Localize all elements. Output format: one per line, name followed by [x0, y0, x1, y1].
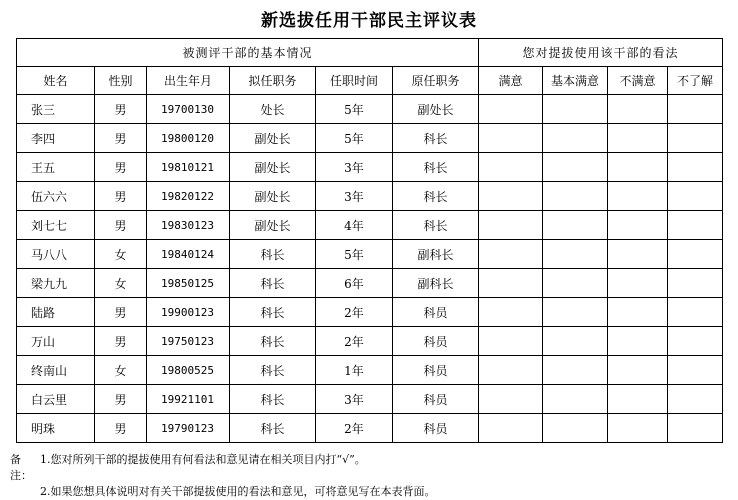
table-row — [17, 211, 723, 240]
cell-tenure: 1年 — [316, 356, 393, 385]
cell-name: 伍六六 — [17, 182, 95, 211]
cell-tenure: 5年 — [316, 240, 393, 269]
checkbox-cell-basically-satisfied[interactable] — [543, 95, 608, 124]
checkbox-cell-satisfied[interactable] — [479, 153, 543, 182]
cell-birth: 19820122 — [147, 182, 230, 211]
cell-proposed-post: 科长 — [230, 414, 316, 443]
checkbox-cell-satisfied[interactable] — [479, 95, 543, 124]
checkbox-cell-satisfied[interactable] — [479, 385, 543, 414]
cell-birth: 19921101 — [147, 385, 230, 414]
table-row — [17, 327, 723, 356]
cell-birth: 19800120 — [147, 124, 230, 153]
checkbox-cell-basically-satisfied[interactable] — [543, 356, 608, 385]
checkbox-cell-basically-satisfied[interactable] — [543, 153, 608, 182]
table-row — [17, 240, 723, 269]
cell-name: 张三 — [17, 95, 95, 124]
cell-name: 李四 — [17, 124, 95, 153]
checkbox-cell-unsatisfied[interactable] — [608, 124, 668, 153]
cell-gender: 男 — [95, 385, 147, 414]
table-row — [17, 298, 723, 327]
cell-former-post: 科员 — [393, 356, 479, 385]
checkbox-cell-satisfied[interactable] — [479, 124, 543, 153]
note-line-2: 2.如果您想具体说明对有关干部提拔使用的看法和意见，可将意见写在本表背面。 — [40, 485, 436, 498]
table-row — [17, 414, 723, 443]
cell-gender: 男 — [95, 298, 147, 327]
cell-former-post: 副科长 — [393, 240, 479, 269]
cell-proposed-post: 科长 — [230, 327, 316, 356]
cell-proposed-post: 科长 — [230, 385, 316, 414]
cell-proposed-post: 科长 — [230, 240, 316, 269]
table-row — [17, 269, 723, 298]
col-header-basically-satisfied: 基本满意 — [543, 67, 608, 95]
cell-proposed-post: 科长 — [230, 269, 316, 298]
form-title: 新选拔任用干部民主评议表 — [261, 11, 477, 31]
cell-gender: 男 — [95, 327, 147, 356]
cell-name: 白云里 — [17, 385, 95, 414]
checkbox-cell-unsatisfied[interactable] — [608, 414, 668, 443]
checkbox-cell-unknown[interactable] — [668, 327, 723, 356]
col-header-proposed-post: 拟任职务 — [230, 67, 316, 95]
cell-proposed-post: 副处长 — [230, 153, 316, 182]
checkbox-cell-unknown[interactable] — [668, 95, 723, 124]
cell-tenure: 5年 — [316, 95, 393, 124]
checkbox-cell-basically-satisfied[interactable] — [543, 240, 608, 269]
checkbox-cell-satisfied[interactable] — [479, 240, 543, 269]
cell-former-post: 副处长 — [393, 95, 479, 124]
cell-birth: 19750123 — [147, 327, 230, 356]
col-header-name: 姓名 — [17, 67, 95, 95]
checkbox-cell-unknown[interactable] — [668, 211, 723, 240]
checkbox-cell-unsatisfied[interactable] — [608, 211, 668, 240]
col-header-satisfied: 满意 — [479, 67, 543, 95]
cell-former-post: 科长 — [393, 153, 479, 182]
table-row — [17, 153, 723, 182]
checkbox-cell-basically-satisfied[interactable] — [543, 414, 608, 443]
checkbox-cell-unsatisfied[interactable] — [608, 153, 668, 182]
checkbox-cell-basically-satisfied[interactable] — [543, 211, 608, 240]
checkbox-cell-basically-satisfied[interactable] — [543, 182, 608, 211]
cell-tenure: 3年 — [316, 153, 393, 182]
cell-gender: 男 — [95, 414, 147, 443]
cell-proposed-post: 处长 — [230, 95, 316, 124]
cell-gender: 男 — [95, 95, 147, 124]
cell-former-post: 科长 — [393, 211, 479, 240]
cell-former-post: 科员 — [393, 414, 479, 443]
cell-birth: 19700130 — [147, 95, 230, 124]
cell-tenure: 2年 — [316, 298, 393, 327]
table-row — [17, 385, 723, 414]
cell-gender: 男 — [95, 211, 147, 240]
cell-proposed-post: 副处长 — [230, 211, 316, 240]
evaluation-table — [16, 38, 723, 443]
checkbox-cell-unknown[interactable] — [668, 414, 723, 443]
table-row — [17, 182, 723, 211]
cell-birth: 19800525 — [147, 356, 230, 385]
checkbox-cell-unsatisfied[interactable] — [608, 356, 668, 385]
checkbox-cell-unknown[interactable] — [668, 298, 723, 327]
checkbox-cell-unsatisfied[interactable] — [608, 95, 668, 124]
checkbox-cell-satisfied[interactable] — [479, 327, 543, 356]
table-row — [17, 95, 723, 124]
checkbox-cell-unsatisfied[interactable] — [608, 298, 668, 327]
checkbox-cell-basically-satisfied[interactable] — [543, 327, 608, 356]
cell-former-post: 科员 — [393, 298, 479, 327]
checkbox-cell-unknown[interactable] — [668, 269, 723, 298]
checkbox-cell-unknown[interactable] — [668, 153, 723, 182]
checkbox-cell-basically-satisfied[interactable] — [543, 385, 608, 414]
cell-gender: 女 — [95, 356, 147, 385]
cell-name: 梁九九 — [17, 269, 95, 298]
cell-gender: 男 — [95, 124, 147, 153]
cell-proposed-post: 副处长 — [230, 182, 316, 211]
cell-gender: 男 — [95, 153, 147, 182]
cell-name: 马八八 — [17, 240, 95, 269]
checkbox-cell-unsatisfied[interactable] — [608, 327, 668, 356]
cell-birth: 19840124 — [147, 240, 230, 269]
cell-tenure: 2年 — [316, 327, 393, 356]
table-row — [17, 124, 723, 153]
cell-tenure: 2年 — [316, 414, 393, 443]
cell-birth: 19830123 — [147, 211, 230, 240]
notes-label: 备注： — [10, 453, 32, 482]
cell-tenure: 3年 — [316, 182, 393, 211]
cell-proposed-post: 科长 — [230, 356, 316, 385]
checkbox-cell-unsatisfied[interactable] — [608, 269, 668, 298]
col-header-birth: 出生年月 — [147, 67, 230, 95]
checkbox-cell-basically-satisfied[interactable] — [543, 269, 608, 298]
col-header-unsatisfied: 不满意 — [608, 67, 668, 95]
cell-name: 终南山 — [17, 356, 95, 385]
col-header-former-post: 原任职务 — [393, 67, 479, 95]
checkbox-cell-satisfied[interactable] — [479, 298, 543, 327]
checkbox-cell-unknown[interactable] — [668, 240, 723, 269]
cell-gender: 女 — [95, 269, 147, 298]
cell-proposed-post: 科长 — [230, 298, 316, 327]
checkbox-cell-unknown[interactable] — [668, 124, 723, 153]
checkbox-cell-satisfied[interactable] — [479, 182, 543, 211]
col-header-unknown: 不了解 — [668, 67, 723, 95]
col-header-tenure: 任职时间 — [316, 67, 393, 95]
checkbox-cell-unsatisfied[interactable] — [608, 182, 668, 211]
cell-former-post: 科长 — [393, 124, 479, 153]
cell-tenure: 6年 — [316, 269, 393, 298]
col-header-gender: 性别 — [95, 67, 147, 95]
group-header-opinion: 您对提拔使用该干部的看法 — [479, 39, 723, 67]
cell-name: 刘七七 — [17, 211, 95, 240]
cell-name: 王五 — [17, 153, 95, 182]
group-header-basic-info: 被测评干部的基本情况 — [17, 39, 479, 67]
note-line-1: 1.您对所列干部的提拔使用有何看法和意见请在相关项目内打“√”。 — [40, 453, 366, 466]
cell-former-post: 副科长 — [393, 269, 479, 298]
checkbox-cell-unsatisfied[interactable] — [608, 240, 668, 269]
cell-name: 明珠 — [17, 414, 95, 443]
cell-former-post: 科员 — [393, 327, 479, 356]
table-row — [17, 356, 723, 385]
cell-birth: 19790123 — [147, 414, 230, 443]
checkbox-cell-unknown[interactable] — [668, 356, 723, 385]
cell-gender: 男 — [95, 182, 147, 211]
cell-proposed-post: 副处长 — [230, 124, 316, 153]
checkbox-cell-satisfied[interactable] — [479, 269, 543, 298]
cell-birth: 19900123 — [147, 298, 230, 327]
checkbox-cell-satisfied[interactable] — [479, 356, 543, 385]
notes — [10, 452, 436, 500]
cell-birth: 19810121 — [147, 153, 230, 182]
cell-former-post: 科员 — [393, 385, 479, 414]
cell-gender: 女 — [95, 240, 147, 269]
cell-tenure: 5年 — [316, 124, 393, 153]
checkbox-cell-unknown[interactable] — [668, 182, 723, 211]
checkbox-cell-basically-satisfied[interactable] — [543, 124, 608, 153]
cell-tenure: 3年 — [316, 385, 393, 414]
cell-birth: 19850125 — [147, 269, 230, 298]
checkbox-cell-satisfied[interactable] — [479, 414, 543, 443]
cell-name: 陆路 — [17, 298, 95, 327]
cell-name: 万山 — [17, 327, 95, 356]
checkbox-cell-satisfied[interactable] — [479, 211, 543, 240]
checkbox-cell-basically-satisfied[interactable] — [543, 298, 608, 327]
checkbox-cell-unknown[interactable] — [668, 385, 723, 414]
cell-former-post: 科长 — [393, 182, 479, 211]
cell-tenure: 4年 — [316, 211, 393, 240]
checkbox-cell-unsatisfied[interactable] — [608, 385, 668, 414]
